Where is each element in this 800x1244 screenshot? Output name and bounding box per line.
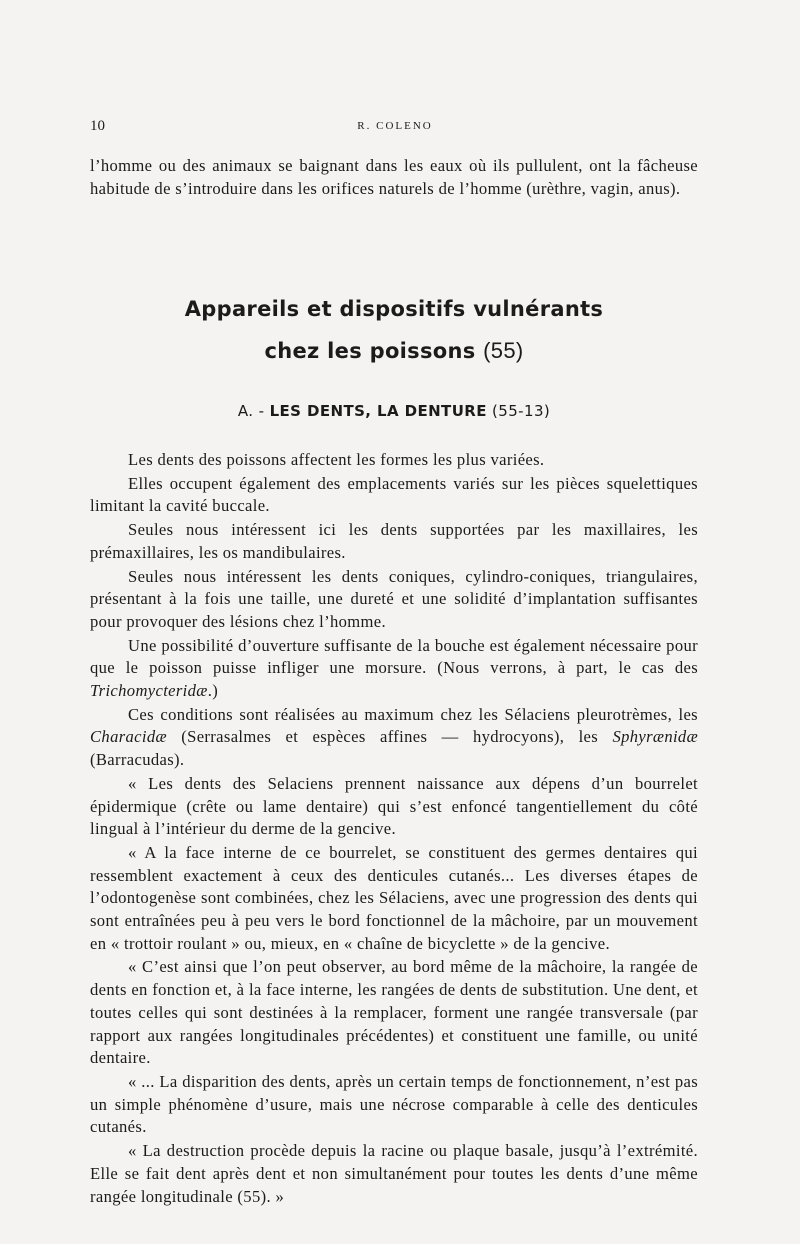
running-head-author: R. COLENO: [357, 120, 433, 132]
paragraph-5-part-a: Une possibilité d’ouverture suffisante de la bouche est également nécessaire pour que le poisson puisse infliger une morsure. (Nous verrons, à part, le cas des: [90, 635, 698, 678]
paragraph-4: Seules nous intéressent les dents coniques, cylindro-coniques, triangulaires, présentant à la fois une taille, une dureté et une solidité d’implantation suffisantes pour provoquer des lésions chez l’homme.: [90, 566, 698, 631]
paragraph-8: « A la face interne de ce bourrelet, se constituent des germes dentaires qui ressemblent exactement à ceux des denticules cutanés... Les diverses étapes de l’odontogenèse sont combinées, chez les Sélaciens, avec une progression des dents qui sont entraînées peu à peu vers le bord fonctionnel de la mâchoire, par un mouvement en « trottoir roulant » ou, mieux, en « chaîne de bicyclette » de la gencive.: [90, 842, 698, 953]
section-title: [90, 288, 698, 372]
section-reference: (55): [483, 338, 524, 363]
subsection-heading: [90, 402, 698, 420]
paragraph-6-part-c: (Barracudas).: [90, 750, 185, 770]
paragraph-5-taxon: Trichomycteridæ: [90, 681, 208, 701]
page-number: 10: [90, 118, 105, 134]
intro-paragraph: l’homme ou des animaux se baignant dans les eaux où ils pullulent, ont la fâcheuse habitude de s’introduire dans les orifices naturels de l’homme (urèthre, vagin, anus).: [90, 156, 698, 198]
paragraph-5-part-b: .): [207, 681, 219, 701]
paragraph-7: « Les dents des Selaciens prennent naissance aux dépens d’un bourrelet épidermique (crête ou lame dentaire) qui s’est enfoncé tangentiellement du côté lingual à l’intérieur du derme de la gencive.: [90, 773, 698, 839]
paragraph-6-part-a: Ces conditions sont réalisées au maximum chez les Sélaciens pleurotrèmes, les: [128, 704, 698, 724]
paragraph-1: Les dents des poissons affectent les formes les plus variées.: [128, 450, 545, 469]
paragraph-5: [90, 635, 698, 703]
paragraph-11: « La destruction procède depuis la racine ou plaque basale, jusqu’à l’extrémité. Elle se fait dent après dent et non simultanément pour toutes les dents d’une même rangée longitudinale (55). »: [90, 1141, 698, 1206]
subsection-letter: A. -: [237, 402, 265, 420]
paragraph-6-taxon-2: Sphyrænidæ: [612, 727, 698, 747]
section-title-line2: [90, 330, 698, 372]
section-title-line1: Appareils et dispositifs vulnérants: [184, 297, 604, 321]
paragraph-2: Elles occupent également des emplacements variés sur les pièces squelettiques limitant la cavité buccale.: [90, 473, 698, 516]
running-head: [90, 118, 700, 138]
paragraph-6-taxon-1: Characidæ: [90, 727, 167, 747]
paragraph-6: [90, 704, 698, 772]
body-text: [90, 449, 698, 1208]
subsection-reference: (55-13): [492, 402, 551, 420]
section-title-line2-text: chez les poissons: [264, 339, 476, 363]
intro-text: [90, 155, 698, 200]
paragraph-6-part-b: (Serrasalmes et espèces affines — hydrocyons), les: [166, 727, 613, 747]
paragraph-10: « ... La disparition des dents, après un certain temps de fonctionnement, n’est pas un simple phénomène d’usure, mais une nécrose comparable à celle des denticules cutanés.: [90, 1071, 698, 1137]
paragraph-9: « C’est ainsi que l’on peut observer, au bord même de la mâchoire, la rangée de dents en fonction et, à la face interne, les rangées de dents de substitution. Une dent, et toutes celles qui sont destinées à la remplacer, forment une rangée transversale (par rapport aux rangées longitudinales précédentes) et constituent une famille, ou unité dentaire.: [90, 957, 698, 1068]
paragraph-3: Seules nous intéressent ici les dents supportées par les maxillaires, les prémaxillaires, les os mandibulaires.: [90, 520, 698, 562]
subsection-title: LES DENTS, LA DENTURE: [269, 402, 487, 420]
